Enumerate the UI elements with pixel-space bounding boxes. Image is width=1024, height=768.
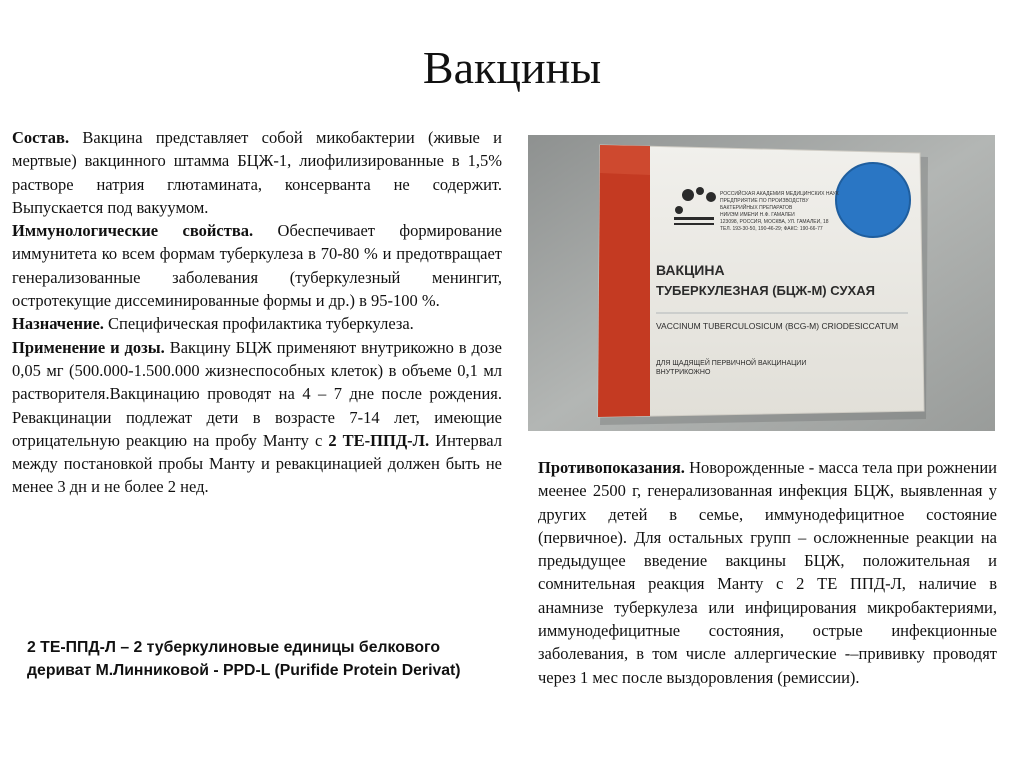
tuberculin-note: 2 ТЕ-ППД-Л – 2 туберкулиновые единицы белкового дериват М.Линниковой - PPD-L (Purifide Protein Derivat)	[27, 639, 461, 679]
box-title-2: ТУБЕРКУЛЕЗНАЯ (БЦЖ-М) СУХАЯ	[656, 283, 875, 298]
maker-line-5: 123098, РОССИЯ, МОСКВА, УЛ. ГАМАЛЕИ, 18	[720, 219, 829, 225]
box-title-1: ВАКЦИНА	[656, 262, 725, 278]
usage-text-1: Вакцину БЦЖ применяют внутрикожно в дозе 0,05 мг (500.000-1.500.000 жизнеспособных клеток) в объеме 0,1 мл растворителя.Вакцинацию проводят на 4 – 7 дне после рождения. Ревакцинации подлежат дети в возрасте 7-14 лет, имеющие отрицательную реакцию на пробу Манту с	[12, 337, 502, 450]
vaccine-description	[12, 126, 502, 499]
immunology-label: Иммунологические свойства.	[12, 221, 254, 241]
purpose-label: Назначение.	[12, 314, 104, 334]
maker-line-2: ПРЕДПРИЯТИЕ ПО ПРОИЗВОДСТВУ	[720, 198, 809, 204]
box-usage-2: ВНУТРИКОЖНО	[656, 369, 711, 376]
immunology-text: Обеспечивает формирование иммунитета ко всем формам туберкулеза в 70-80 % и предотвращает генерализованные заболевания (туберкулезный менингит, остротекущие диссеминированные формы и др.) в 95-100 %.	[12, 221, 502, 311]
usage-label: Применение и дозы.	[12, 337, 165, 357]
immunology-paragraph	[12, 219, 502, 312]
maker-line-3: БАКТЕРИЙНЫХ ПРЕПАРАТОВ	[720, 205, 793, 211]
contraindications-label: Противопоказания.	[538, 458, 685, 477]
maker-line-1: РОССИЙСКАЯ АКАДЕМИЯ МЕДИЦИНСКИХ НАУК	[720, 191, 839, 197]
slide-title: Вакцины	[422, 42, 602, 93]
usage-text-2: Интервал между постановкой пробы Манту и ревакцинацией должен быть не менее 3 дн и не более 2 нед.	[12, 430, 502, 497]
contraindications-text: Новорожденные - масса тела при рожнении меенее 2500 г, генерализованная инфекция БЦЖ, выявленная у других детей в семье, иммунодефицитное состояние (первичное). Для остальных групп – осложненные реакции на предыдущее введение вакцины БЦЖ, положительная и сомнительная реакция Манту с 2 ТЕ ППД-Л, наличие в анамнизе туберкулеза или инфицирования микробактериями, иммунодефицитные состояния, острые инфекционные заболевания, в том числе аллергические -–прививку проводят через 1 мес после выздоровления (ремиссии).	[538, 458, 997, 687]
maker-line-6: ТЕЛ. 193-30-50, 190-46-29; ФАКС: 190-66-77	[720, 226, 823, 232]
red-stripe	[598, 145, 650, 417]
composition-label: Состав.	[12, 128, 70, 147]
composition-paragraph	[12, 126, 502, 219]
purpose-paragraph	[12, 312, 502, 335]
usage-paragraph	[12, 336, 502, 499]
usage-bold-term: 2 ТЕ-ППД-Л.	[328, 430, 430, 450]
vaccine-box-photo	[528, 135, 995, 431]
box-usage-1: ДЛЯ ЩАДЯЩЕЙ ПЕРВИЧНОЙ ВАКЦИНАЦИИ	[656, 360, 807, 367]
maker-line-4: НИИЭМ ИМЕНИ Н.Ф. ГАМАЛЕИ	[720, 212, 795, 218]
contraindications-paragraph	[538, 456, 997, 689]
contraindications	[538, 456, 997, 689]
purpose-text: Специфическая профилактика туберкулеза.	[103, 314, 414, 334]
box-latin: VACCINUM TUBERCULOSICUM (BCG-M) CRIODESICCATUM	[656, 321, 899, 331]
composition-text: Вакцина представляет собой микобактерии (живые и мертвые) вакцинного штамма БЦЖ-1, лиофилизированные в 1,5% растворе натрия глютамината, консерванта не содержит. Выпускается под вакуумом.	[12, 128, 502, 217]
